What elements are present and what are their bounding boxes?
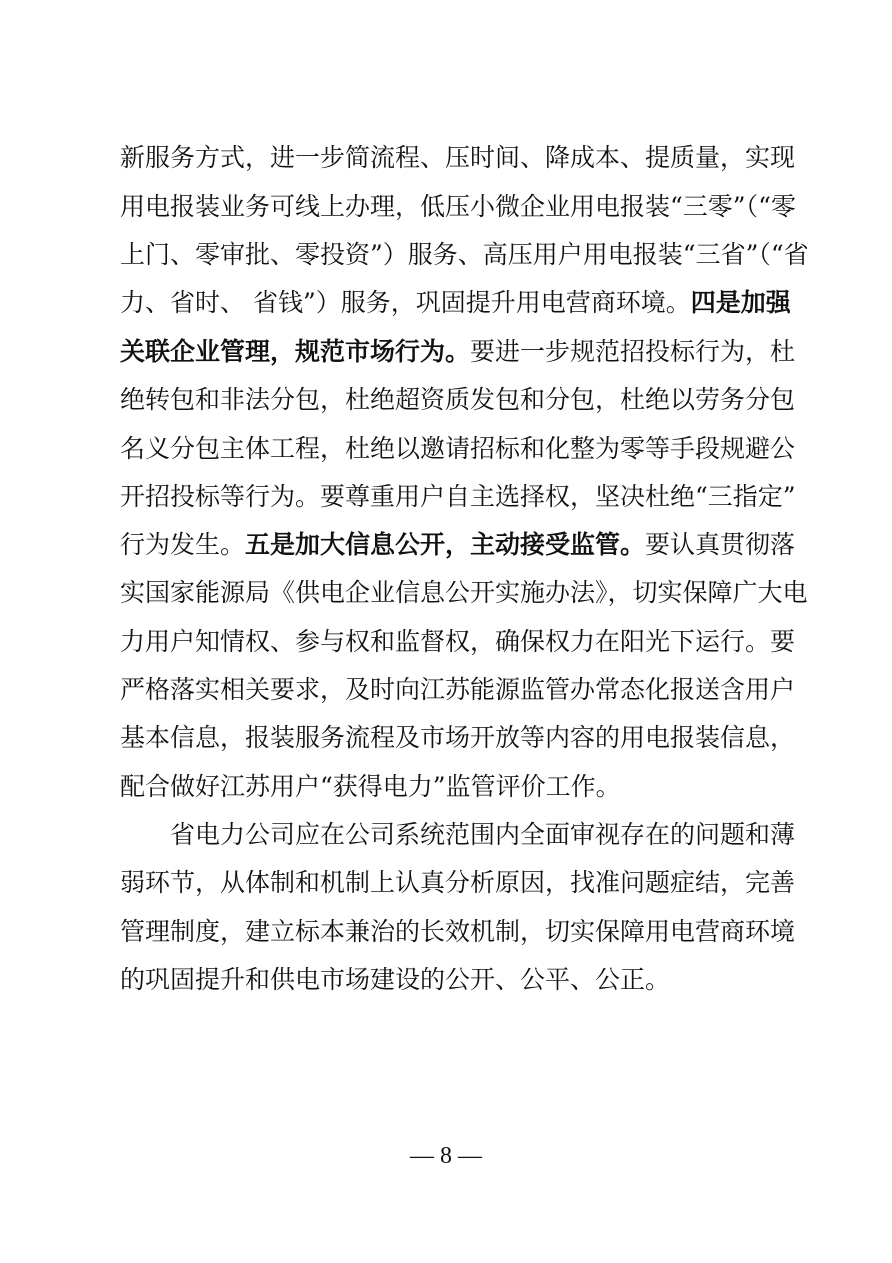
paragraph-line — [120, 482, 796, 512]
text-run: 绝转包和非法分包，杜绝超资质发包和分包，杜绝以劳务分包 — [120, 385, 796, 414]
text-run: 的巩固提升和供电市场建设的公开、公平、公正。 — [120, 965, 671, 994]
text-run: 名义分包主体工程，杜绝以邀请招标和化整为零等手段规避公 — [120, 434, 796, 463]
text-run: 配合做好江苏用户“获得电力”监管评价工作。 — [120, 772, 621, 801]
paragraph-line — [120, 627, 796, 657]
paragraph-line — [120, 192, 796, 222]
paragraph-line — [120, 772, 780, 802]
paragraph-line — [120, 965, 780, 995]
text-run: 力、省时、 省钱”）服务，巩固提升用电营商环境。 — [120, 288, 691, 317]
text-run: 基本信息，报装服务流程及市场开放等内容的用电报装信息， — [120, 723, 796, 752]
paragraph-line — [120, 578, 808, 608]
text-run: 开招投标等行为。要尊重用户自主选择权，坚决杜绝“三指定” — [120, 482, 796, 511]
text-run: 新服务方式，进一步简流程、压时间、降成本、提质量，实现 — [120, 143, 796, 172]
text-run: 用电报装业务可线上办理，低压小微企业用电报装“三零”（“零 — [120, 192, 796, 221]
text-run: 力用户知情权、参与权和监督权，确保权力在阳光下运行。要 — [120, 627, 796, 656]
bold-heading-run: 关联企业管理，规范市场行为。 — [120, 337, 471, 366]
bold-heading-run: 五是加大信息公开，主动接受监管。 — [245, 530, 646, 559]
text-run: 上门、零审批、零投资”）服务、高压用户用电报装“三省”（“省 — [120, 240, 809, 269]
paragraph-line — [120, 240, 809, 270]
text-run: 要认真贯彻落 — [645, 530, 796, 559]
paragraph-line — [120, 337, 796, 367]
paragraph-line — [120, 530, 796, 560]
paragraph-line — [120, 143, 796, 173]
text-run: 实国家能源局《供电企业信息公开实施办法》，切实保障广大电 — [120, 578, 808, 607]
text-run: 弱环节，从体制和机制上认真分析原因，找准问题症结，完善 — [120, 868, 796, 897]
text-run: 严格落实相关要求，及时向江苏能源监管办常态化报送含用户 — [120, 675, 796, 704]
text-run: 要进一步规范招投标行为，杜 — [470, 337, 796, 366]
paragraph-line — [120, 434, 796, 464]
paragraph-line — [120, 385, 796, 415]
paragraph-line — [170, 820, 796, 850]
bold-heading-run: 四是加强 — [690, 288, 791, 317]
text-run: 行为发生。 — [120, 530, 246, 559]
paragraph-line — [120, 723, 796, 753]
paragraph-line — [120, 675, 796, 705]
paragraph-line — [120, 868, 796, 898]
page-number: — 8 — — [410, 1143, 482, 1169]
text-run: 省电力公司应在公司系统范围内全面审视存在的问题和薄 — [170, 820, 796, 849]
paragraph-line — [120, 288, 791, 318]
text-run: 管理制度，建立标本兼治的长效机制，切实保障用电营商环境 — [120, 917, 796, 946]
paragraph-line — [120, 917, 796, 947]
